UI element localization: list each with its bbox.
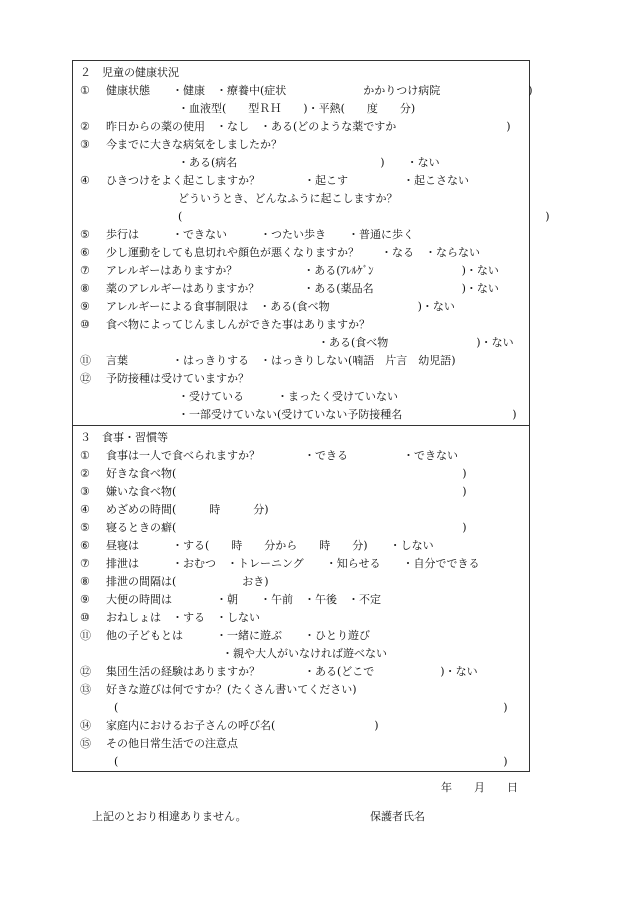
form-line: ⑫ (80, 372, 91, 385)
form-line: 寝るときの癖( ) (106, 521, 467, 534)
section-divider (72, 425, 530, 426)
form-line: ⑤ (80, 521, 90, 534)
form-line: 健康状態 ・健康 ・療養中(症状 かかりつけ病院 ) (106, 84, 533, 97)
form-line: 薬のアレルギーはありますか？ ・ある(薬品名 )・ない (106, 282, 499, 295)
form-line: その他日常生活での注意点 (106, 737, 238, 750)
form-line: ⑤ (80, 228, 90, 241)
form-line: ( ) (114, 755, 508, 768)
form-line: 他の子どもとは ・一緒に遊ぶ ・ひとり遊び (106, 629, 370, 642)
form-line: ⑦ (80, 264, 90, 277)
form-line: 好きな食べ物( ) (106, 467, 467, 480)
form-line: 今までに大きな病気をしましたか？ (106, 138, 282, 151)
form-line: ③ (80, 485, 90, 498)
form-line: ( ) (114, 701, 508, 714)
form-line: ・受けている ・まったく受けていない (178, 390, 398, 403)
form-line: ⑧ (80, 575, 90, 588)
form-line: 歩行は ・できない ・つたい歩き ・普通に歩く (106, 228, 414, 241)
form-line: ⑮ (80, 737, 91, 750)
form-line: ・ある(食べ物 )・ない (318, 336, 514, 349)
form-line: 排泄は ・おむつ ・トレーニング ・知らせる ・自分でできる (106, 557, 480, 570)
form-line: 家庭内におけるお子さんの呼び名( ) (106, 719, 379, 732)
form-line: ② (80, 467, 90, 480)
form-line: ひきつけをよく起こしますか？ ・起こす ・起こさない (106, 174, 469, 187)
form-line: ２ 児童の健康状況 (80, 66, 179, 79)
form-line: どういうとき、どんなふうに起こしますか？ (178, 192, 398, 205)
form-line: 好きな遊びは何ですか？(たくさん書いてください) (106, 683, 357, 696)
form-line: ⑩ (80, 318, 90, 331)
form-line: ② (80, 120, 90, 133)
form-line: ⑨ (80, 300, 90, 313)
form-line: 集団生活の経験はありますか？ ・ある(どこで )・ない (106, 665, 478, 678)
form-line: 昼寝は ・する( 時 分から 時 分) ・しない (106, 539, 434, 552)
form-line: ③ (80, 138, 90, 151)
form-line: 食事は一人で食べられますか？ ・できる ・できない (106, 449, 458, 462)
date-line: 年 月 日 (441, 781, 518, 794)
form-line: 食べ物によってじんましんができた事はありますか？ (106, 318, 370, 331)
confirmation-statement: 上記のとおり相違ありません。 (92, 810, 247, 823)
form-line: ⑭ (80, 719, 91, 732)
form-line: ⑥ (80, 539, 90, 552)
form-line: ⑫ (80, 665, 91, 678)
form-line: ⑨ (80, 593, 90, 606)
form-line: ⑬ (80, 683, 91, 696)
form-line: ( ) (178, 210, 550, 223)
form-line: ④ (80, 174, 90, 187)
form-line: ・親や大人がいなければ遊べない (222, 647, 387, 660)
form-line: 排泄の間隔は( おき) (106, 575, 269, 588)
form-line: おねしょは ・する ・しない (106, 611, 260, 624)
form-line: めざめの時間( 時 分) (106, 503, 269, 516)
form-line: ３ 食事・習慣等 (80, 431, 168, 444)
form-line: ⑪ (80, 354, 91, 367)
form-line: ・一部受けていない(受けていない予防接種名 ) (178, 408, 517, 421)
form-line: 予防接種は受けていますか？ (106, 372, 249, 385)
form-line: ① (80, 84, 90, 97)
form-line: アレルギーによる食事制限は ・ある(食べ物 )・ない (106, 300, 455, 313)
form-line: ・血液型( 型ＲＨ )・平熱( 度 分) (178, 102, 416, 115)
form-line: 昨日からの薬の使用 ・なし ・ある(どのような薬ですか ) (106, 120, 511, 133)
guardian-name-label: 保護者氏名 (370, 810, 425, 823)
form-line: ⑥ (80, 246, 90, 259)
form-line: 大便の時間は ・朝 ・午前 ・午後 ・不定 (106, 593, 381, 606)
form-line: 少し運動をしても息切れや顔色が悪くなりますか？ ・なる ・ならない (106, 246, 480, 259)
form-line: ・ある(病名 ) ・ない (178, 156, 440, 169)
form-line: ⑩ (80, 611, 90, 624)
form-line: 言葉 ・はっきりする ・はっきりしない(喃語 片言 幼児語) (106, 354, 456, 367)
form-line: ⑦ (80, 557, 90, 570)
form-line: 嫌いな食べ物( ) (106, 485, 467, 498)
form-line: ① (80, 449, 90, 462)
form-line: ⑧ (80, 282, 90, 295)
form-line: アレルギーはありますか？ ・ある(ｱﾚﾙｹﾞﾝ )・ない (106, 264, 499, 277)
form-line: ⑪ (80, 629, 91, 642)
form-line: ④ (80, 503, 90, 516)
